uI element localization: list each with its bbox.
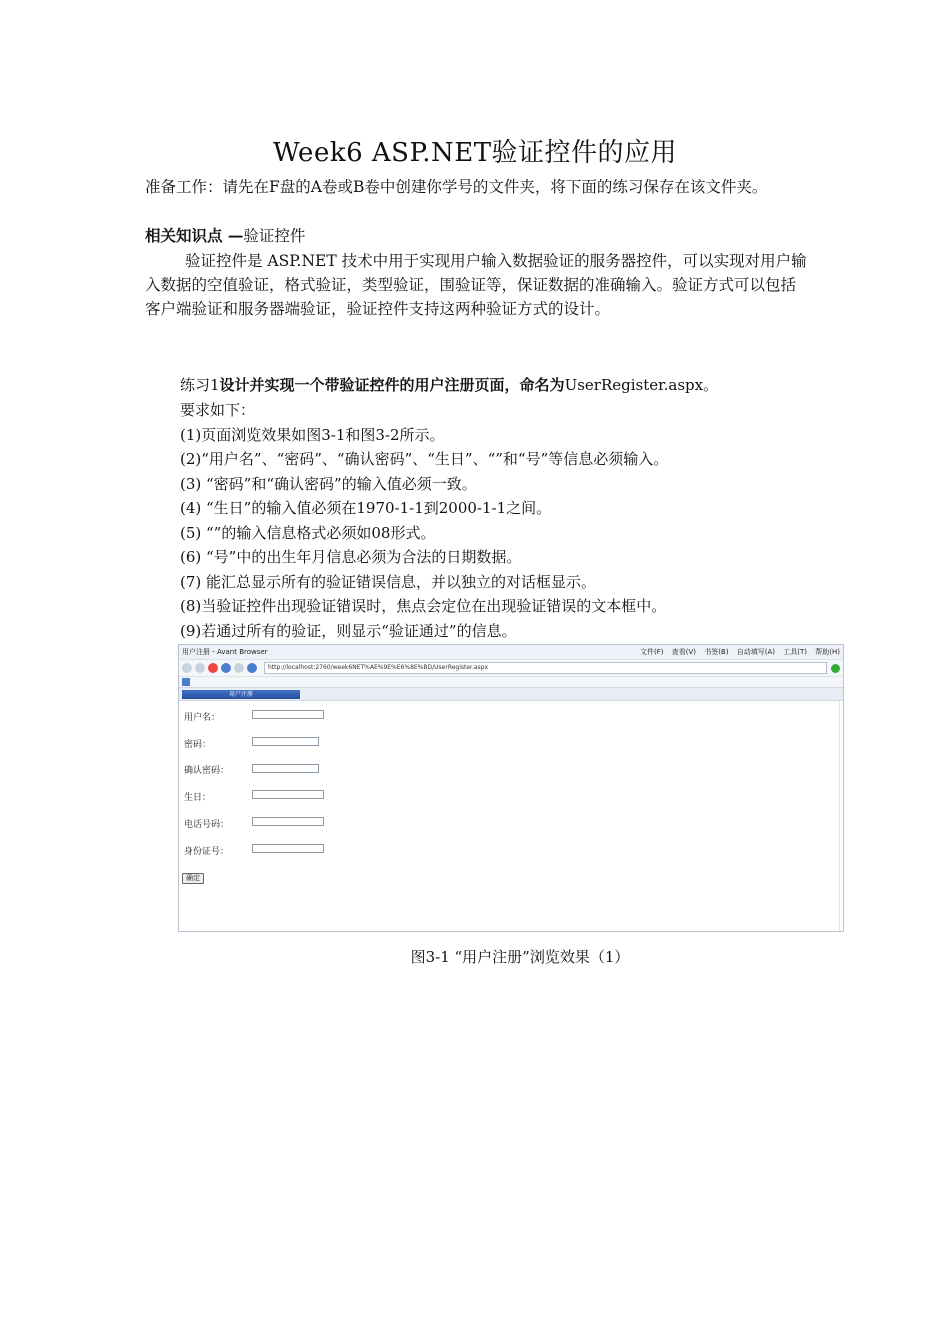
exercise-line <box>180 373 820 398</box>
requirement-item: (1)页面浏览效果如图3-1和图3-2所示。 <box>180 425 445 444</box>
go-icon[interactable] <box>831 664 840 673</box>
requirement-item: (7) 能汇总显示所有的验证错误信息，并以独立的对话框显示。 <box>180 572 597 591</box>
requirement-item: (6) “号”中的出生年月信息必须为合法的日期数据。 <box>180 548 522 566</box>
forward-icon[interactable] <box>195 663 205 673</box>
exercise-prefix: 练习1 <box>180 376 220 394</box>
tab-user-register[interactable]: 用户注册 <box>182 690 300 699</box>
figure-caption: 图3-1 “用户注册”浏览效果（1） <box>410 948 630 966</box>
birthday-input[interactable] <box>252 790 324 799</box>
username-input[interactable] <box>252 710 324 719</box>
back-icon[interactable] <box>182 663 192 673</box>
knowledge-paragraph: 验证控件是 ASP.NET 技术中用于实现用户输入数据验证的服务器控件，可以实现对用户输入数据的空值验证，格式验证，类型验证，围验证等，保证数据的准确输入。验证方式可以包括客户端验证和服务器端验证，验证控件支持这两种验证方式的设计。 <box>145 252 807 318</box>
page-title: Week6 ASP.NET验证控件的应用 <box>272 138 678 168</box>
knowledge-heading-line <box>145 224 807 248</box>
menu-view[interactable]: 查看(V) <box>671 648 697 656</box>
phone-label: 电话号码： <box>184 820 230 830</box>
confirm-password-input[interactable] <box>252 764 319 773</box>
prep-paragraph: 准备工作：请先在F盘的A卷或B卷中创建你学号的文件夹，将下面的练习保存在该文件夹。 <box>145 178 768 196</box>
password-input[interactable] <box>252 737 319 746</box>
home-icon[interactable] <box>234 663 244 673</box>
menu-help[interactable]: 帮助(H) <box>815 648 840 656</box>
knowledge-heading: 相关知识点 — <box>145 226 244 245</box>
knowledge-topic: 验证控件 <box>243 227 306 245</box>
id-number-input[interactable] <box>252 844 324 853</box>
history-icon[interactable] <box>247 663 257 673</box>
address-bar[interactable]: http://localhost:2760/week6NET%AE%9E%E6%8E%BD/UserRegister.aspx <box>264 662 827 674</box>
exercise-filename: UserRegister.aspx <box>564 376 704 394</box>
browser-screenshot <box>178 644 844 932</box>
requirement-item: (3) “密码”和“确认密码”的输入值必须一致。 <box>180 474 477 493</box>
requirement-item: (9)若通过所有的验证，则显示“验证通过”的信息。 <box>180 621 517 640</box>
requirement-item: (5) “”的输入信息格式必须如08形式。 <box>180 523 436 542</box>
browser-titlebar <box>179 645 843 659</box>
exercise-bold: 设计并实现一个带验证控件的用户注册页面，命名为 <box>219 376 565 394</box>
password-label: 密码： <box>184 740 212 750</box>
birthday-label: 生日： <box>184 793 212 803</box>
browser-secondary-toolbar <box>179 676 843 687</box>
app-icon <box>182 678 190 686</box>
requirement-item: (4) “生日”的输入值必须在1970-1-1到2000-1-1之间。 <box>180 499 552 517</box>
browser-tabbar <box>179 687 843 701</box>
phone-input[interactable] <box>252 817 324 826</box>
menu-tools[interactable]: 工具(T) <box>783 648 808 656</box>
menu-file[interactable]: 文件(F) <box>640 648 664 656</box>
menu-bookmarks[interactable]: 书签(B) <box>704 648 729 656</box>
refresh-icon[interactable] <box>221 663 231 673</box>
id-number-label: 身份证号： <box>184 847 230 857</box>
username-label: 用户名： <box>184 713 221 723</box>
requirements-intro: 要求如下： <box>180 401 256 419</box>
requirement-item: (8)当验证控件出现验证错误时，焦点会定位在出现验证错误的文本框中。 <box>180 597 667 615</box>
stop-icon[interactable] <box>208 663 218 673</box>
requirement-item: (2)“用户名”、“密码”、“确认密码”、“生日”、“”和“号”等信息必须输入。 <box>180 450 669 468</box>
register-form <box>179 701 840 931</box>
requirements-list <box>180 398 820 643</box>
browser-toolbar <box>179 659 843 676</box>
menu-autofill[interactable]: 自动填写(A) <box>736 648 776 656</box>
browser-window-title: 用户注册 - Avant Browser <box>182 648 268 656</box>
submit-button[interactable]: 确定 <box>182 873 204 884</box>
exercise-suffix: 。 <box>703 376 719 394</box>
browser-menubar <box>634 647 840 657</box>
confirm-password-label: 确认密码： <box>184 766 230 776</box>
